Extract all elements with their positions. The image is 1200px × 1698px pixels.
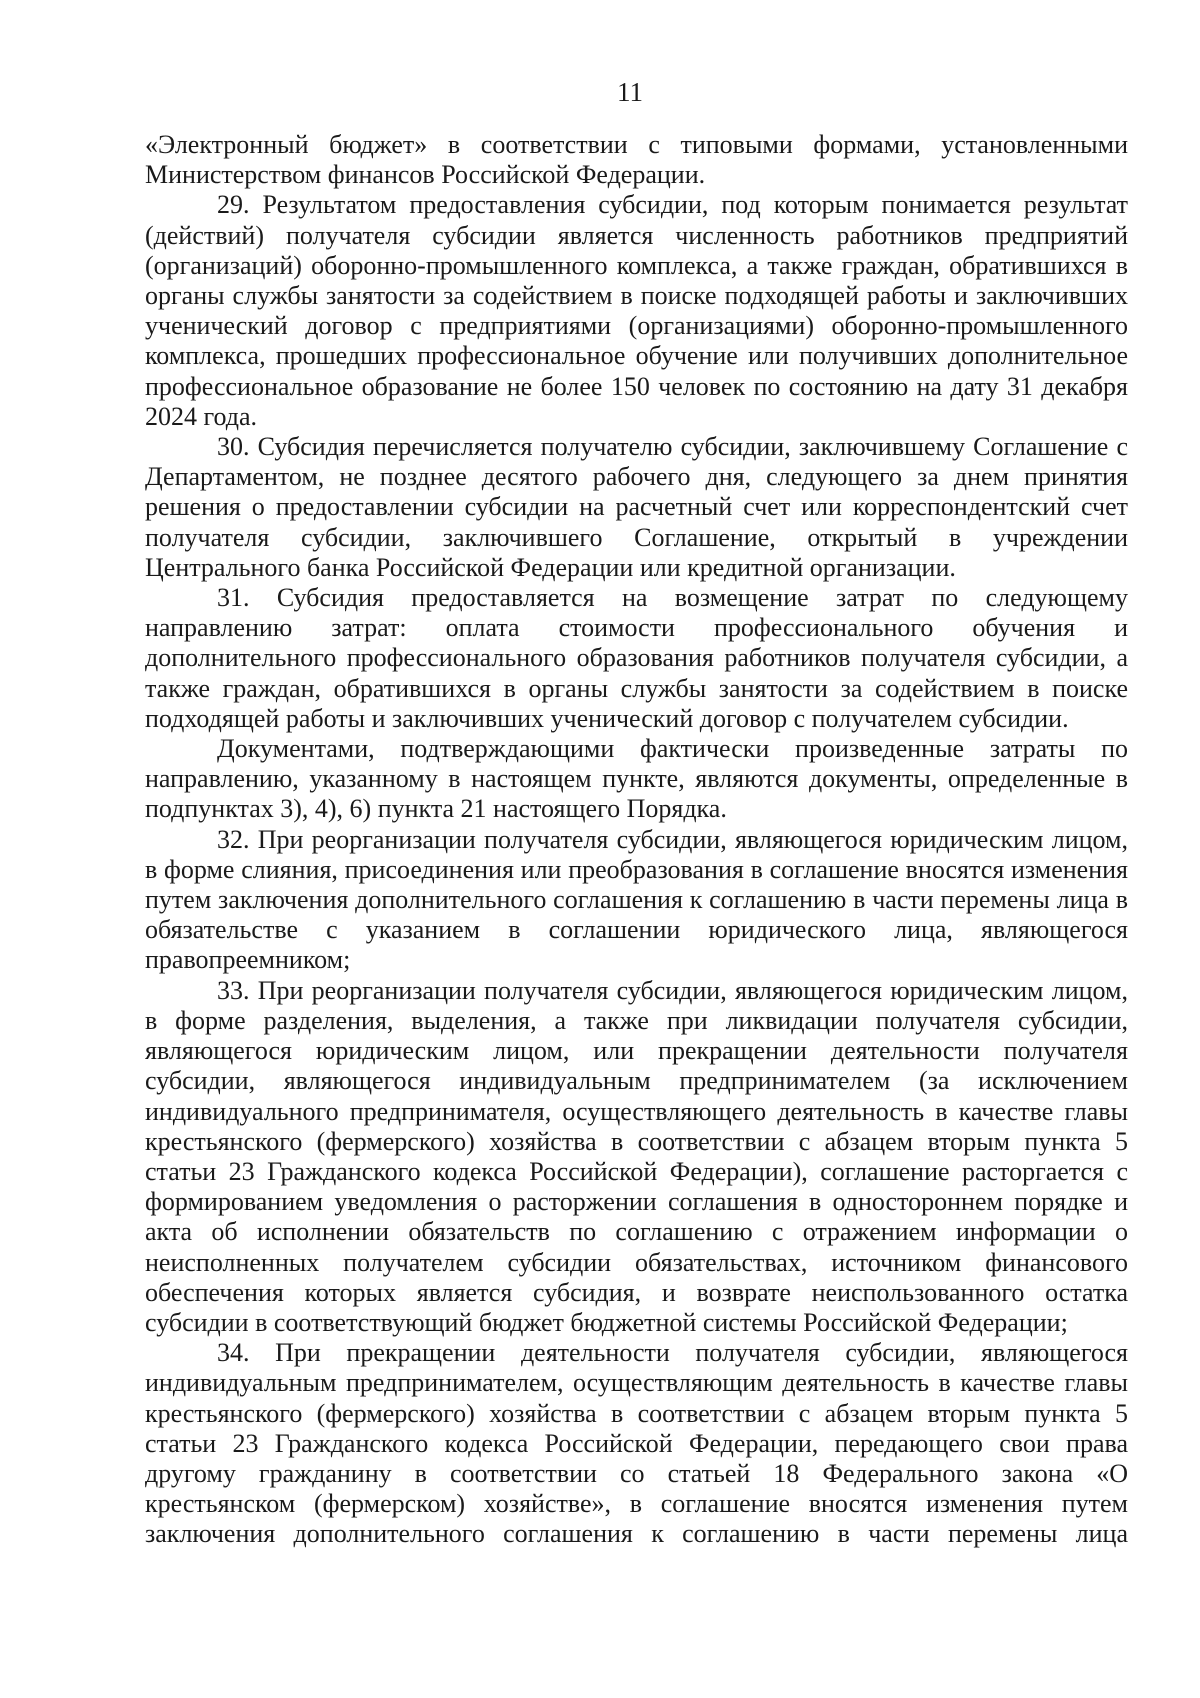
page-number: 11 xyxy=(617,77,643,107)
paragraph-item-34: 34. При прекращении деятельности получателя субсидии, являющегося индивидуальным предпринимателем, осуществляющим деятельность в качестве главы крестьянского (фермерского) хозяйства в соответствии с абзацем вторым пункта 5 статьи 23 Гражданского кодекса Российской Федерации, передающего свои права другому гражданину в соответствии со статьей 18 Федерального закона «О крестьянском (фермерском) хозяйстве», в соглашение вносятся изменения путем заключения дополнительного соглашения к соглашению в части перемены лица xyxy=(145,1338,1128,1549)
paragraph-continuation: «Электронный бюджет» в соответствии с типовыми формами, установленными Министерством финансов Российской Федерации. xyxy=(145,130,1128,190)
paragraph-item-32: 32. При реорганизации получателя субсидии, являющегося юридическим лицом, в форме слияния, присоединения или преобразования в соглашение вносятся изменения путем заключения дополнительного соглашения к соглашению в части перемены лица в обязательстве с указанием в соглашении юридического лица, являющегося правопреемником; xyxy=(145,824,1128,975)
paragraph-item-33: 33. При реорганизации получателя субсидии, являющегося юридическим лицом, в форме разделения, выделения, а также при ликвидации получателя субсидии, являющегося юридическим лицом, или прекращении деятельности получателя субсидии, являющегося индивидуальным предпринимателем (за исключением индивидуального предпринимателя, осуществляющего деятельность в качестве главы крестьянского (фермерского) хозяйства в соответствии с абзацем вторым пункта 5 статьи 23 Гражданского кодекса Российской Федерации), соглашение расторгается с формированием уведомления о расторжении соглашения в одностороннем порядке и акта об исполнении обязательств по соглашению с отражением информации о неисполненных получателем субсидии обязательствах, источником финансового обеспечения которых является субсидия, и возврате неиспользованного остатка субсидии в соответствующий бюджет бюджетной системы Российской Федерации; xyxy=(145,975,1128,1337)
document-body xyxy=(145,130,1128,1550)
paragraph-item-31: 31. Субсидия предоставляется на возмещение затрат по следующему направлению затрат: оплата стоимости профессионального обучения и дополнительного профессионального образования работников получателя субсидии, а также граждан, обратившихся в органы службы занятости за содействием в поиске подходящей работы и заключивших ученический договор с получателем субсидии. xyxy=(145,583,1128,733)
paragraph-item-29: 29. Результатом предоставления субсидии, под которым понимается результат (действий) получателя субсидии является численность работников предприятий (организаций) оборонно-промышленного комплекса, а также граждан, обратившихся в органы службы занятости за содействием в поиске подходящей работы и заключивших ученический договор с предприятиями (организациями) оборонно-промышленного комплекса, прошедших профессиональное обучение или получивших дополнительное профессиональное образование не более 150 человек по состоянию на дату 31 декабря 2024 года. xyxy=(145,190,1128,431)
paragraph-item-30: 30. Субсидия перечисляется получателю субсидии, заключившему Соглашение с Департаментом, не позднее десятого рабочего дня, следующего за днем принятия решения о предоставлении субсидии на расчетный счет или корреспондентский счет получателя субсидии, заключившего Соглашение, открытый в учреждении Центрального банка Российской Федерации или кредитной организации. xyxy=(145,432,1128,582)
paragraph-documents: Документами, подтверждающими фактически произведенные затраты по направлению, указанному в настоящем пункте, являются документы, определенные в подпунктах 3), 4), 6) пункта 21 настоящего Порядка. xyxy=(145,734,1128,824)
